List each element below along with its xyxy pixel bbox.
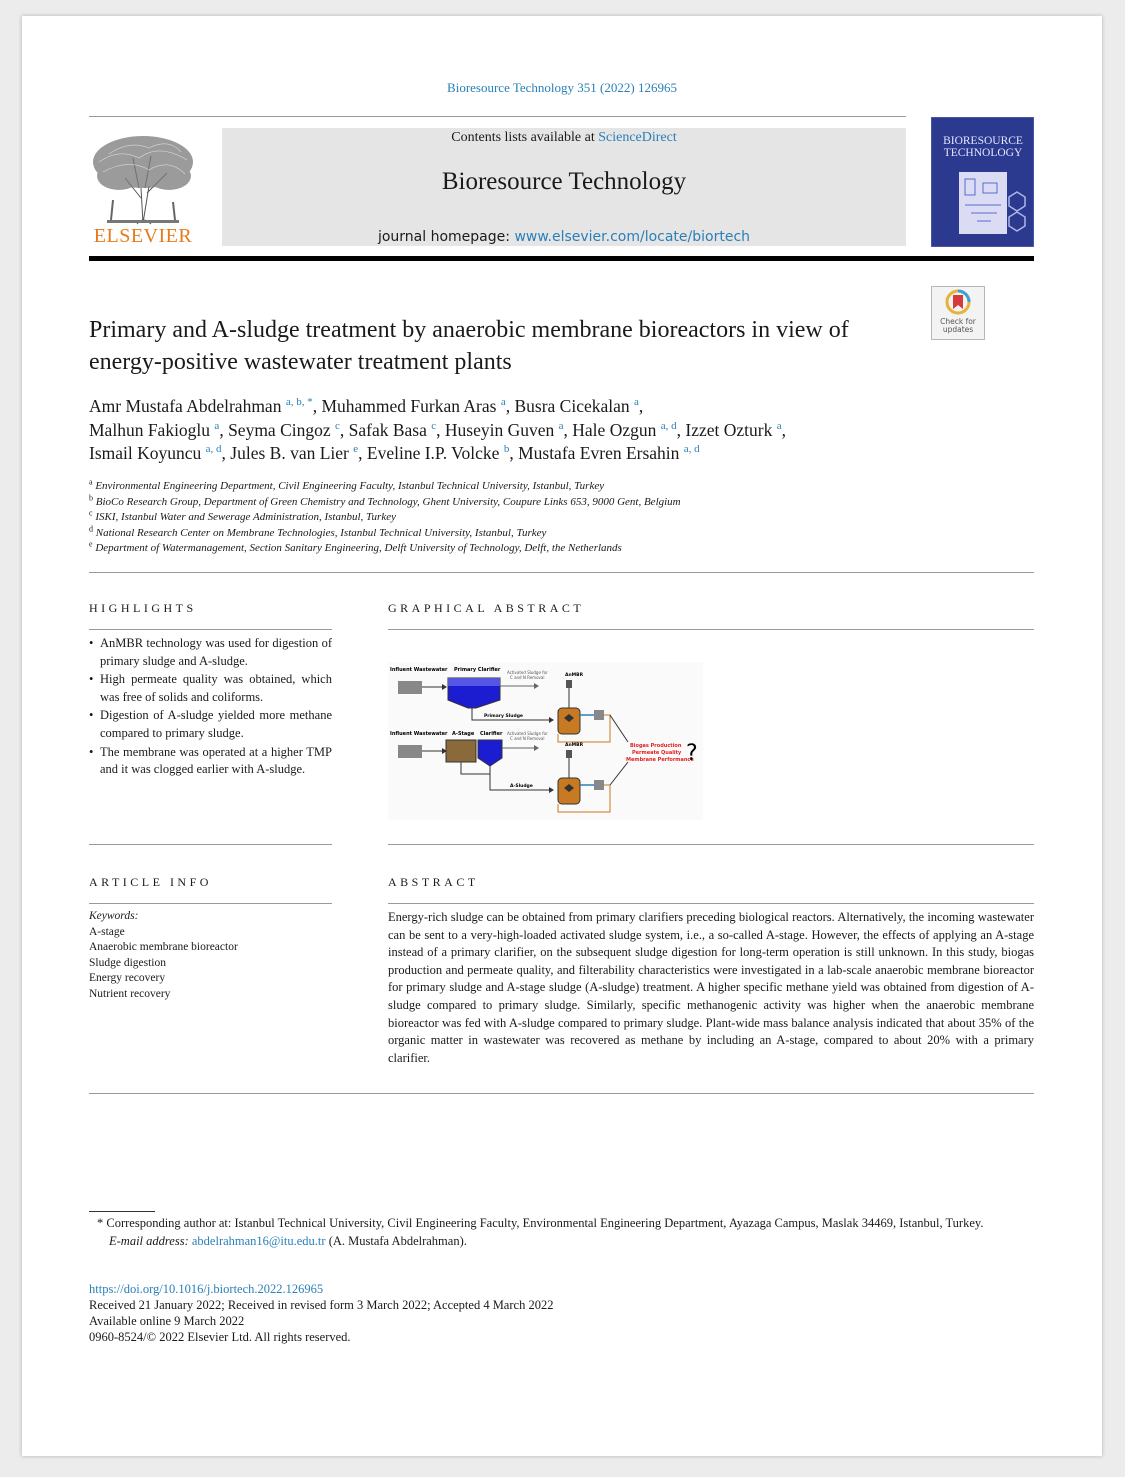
author[interactable]: Huseyin Guven $^a$ (444, 419, 564, 440)
ga-label-clarifier: Clarifier (480, 731, 503, 737)
author[interactable]: Busra Cicekalan $^a$ (514, 396, 639, 416)
publication-info (89, 1281, 1034, 1345)
highlights-list (89, 635, 332, 780)
author[interactable]: Mustafa Evren Ersahin $^{a, d}$ (518, 443, 700, 463)
highlights-rule (89, 629, 332, 630)
keywords-label: Keywords: (89, 910, 139, 922)
abstract-heading: ABSTRACT (388, 875, 479, 889)
affiliation: $^b$ BioCo Research Group, Department of Green Chemistry and Technology, Ghent University, Coupure Links 653, 9000 Gent, Belgium (89, 492, 681, 508)
ga-label-a-stage: A-Stage (452, 731, 475, 737)
article-title: Primary and A-sludge treatment by anaerobic membrane bioreactors in view of energy-positive wastewater treatment plants (89, 317, 849, 375)
affiliation: $^e$ Department of Watermanagement, Section Sanitary Engineering, Delft University of Technology, Delft, the Netherlands (89, 539, 622, 554)
graphical-abstract-rule (388, 629, 1034, 630)
keyword[interactable]: Nutrient recovery (89, 987, 171, 1000)
ga-label-primary-clarifier: Primary Clarifier (454, 667, 501, 673)
article-page (22, 16, 1102, 1456)
affiliation: $^a$ Environmental Engineering Department, Civil Engineering Faculty, Istanbul Technical University, Istanbul, Turkey (89, 477, 605, 492)
author[interactable]: Seyma Cingoz $^c$ (228, 419, 340, 440)
copyright: 0960-8524/© 2022 Elsevier Ltd. All rights reserved. (89, 1330, 351, 1344)
graphical-abstract-diagram (388, 662, 703, 820)
highlights-end-rule (89, 844, 332, 845)
cover-title: BIORESOURCE TECHNOLOGY (943, 135, 1023, 159)
check-for-updates-button[interactable] (931, 286, 985, 340)
ga-label-activated-2b: C and N Removal (510, 736, 545, 741)
ga-label-influent-2: Influent Wastewater (390, 731, 448, 737)
ga-label-influent-1: Influent Wastewater (390, 667, 448, 673)
ga-label-output-3: Membrane Performance (626, 757, 694, 763)
highlight-item: • High permeate quality was obtained, which was free of solids and coliforms. (89, 671, 332, 706)
journal-name: Bioresource Technology (441, 168, 687, 195)
check-updates-label: Check for updates (940, 317, 976, 334)
email-label: E-mail address: (109, 1233, 189, 1248)
highlights-heading: HIGHLIGHTS (89, 601, 197, 615)
keyword[interactable]: Sludge digestion (89, 956, 166, 969)
graphical-abstract-end-rule (388, 844, 1034, 845)
ga-label-activated-2: Activated Sludge for (507, 731, 548, 736)
keyword[interactable]: Energy recovery (89, 972, 166, 985)
abstract-end-rule (89, 1093, 1034, 1094)
graphical-abstract-figure[interactable] (388, 662, 703, 820)
corresponding-author-note: * Corresponding author at: Istanbul Technical University, Civil Engineering Faculty, Environmental Engineering Department, Ayazaga Campus, Maslak 34469, Istanbul, Turkey. E-mail address: abdelrahman16@itu.edu.tr (A. Mustafa Abdelrahman). (89, 1215, 1034, 1250)
footnote-rule (89, 1211, 155, 1212)
highlight-item: • AnMBR technology was used for digestion of primary sludge and A-sludge. (89, 635, 332, 670)
author[interactable]: Muhammed Furkan Aras $^a$ (321, 396, 506, 416)
doi-link[interactable]: https://doi.org/10.1016/j.biortech.2022.126965 (89, 1282, 324, 1296)
author[interactable]: Eveline I.P. Volcke $^b$ (366, 443, 510, 463)
author[interactable]: Hale Ozgun $^{a, d}$ (572, 419, 677, 440)
ga-label-anmbr-1: AnMBR (565, 673, 584, 678)
header-rule (89, 116, 906, 117)
elsevier-wordmark: ELSEVIER (93, 225, 193, 247)
ga-label-a-sludge: A-Sludge (510, 784, 533, 789)
available-online: Available online 9 March 2022 (89, 1314, 245, 1328)
section-rule (89, 572, 1034, 573)
ga-question-mark: ? (686, 741, 698, 766)
highlight-item: • The membrane was operated at a higher TMP and it was clogged earlier with A-sludge. (89, 744, 332, 779)
journal-cover[interactable] (931, 117, 1034, 247)
author[interactable]: Izzet Ozturk $^a$ (685, 419, 782, 440)
article-info-heading: ARTICLE INFO (89, 875, 212, 889)
homepage-link[interactable]: www.elsevier.com/locate/biortech (514, 229, 751, 245)
contents-line: Contents lists available at ScienceDirect (451, 130, 677, 145)
affiliation: $^d$ National Research Center on Membrane Technologies, Istanbul Technical University, Istanbul, Turkey (89, 523, 547, 539)
sciencedirect-link[interactable]: ScienceDirect (598, 130, 677, 145)
highlight-item: • Digestion of A-sludge yielded more methane compared to primary sludge. (89, 707, 332, 742)
affiliation: $^c$ ISKI, Istanbul Water and Sewerage Administration, Istanbul, Turkey (89, 508, 396, 523)
author[interactable]: Malhun Fakioglu $^a$ (89, 419, 220, 440)
ga-label-primary-sludge: Primary Sludge (484, 714, 523, 719)
keyword[interactable]: Anaerobic membrane bioreactor (89, 941, 238, 954)
author[interactable]: Jules B. van Lier $^e$ (230, 443, 359, 463)
ga-label-activated-1: Activated Sludge for (507, 670, 548, 675)
affiliations (89, 479, 1039, 557)
check-updates-icon (932, 287, 984, 321)
keyword[interactable]: A-stage (89, 925, 125, 938)
elsevier-logo[interactable] (89, 128, 197, 248)
article-info-rule (89, 903, 332, 904)
author-list: Amr Mustafa Abdelrahman $^{a, b, *}$, Muhammed Furkan Aras $^a$, Busra Cicekalan $^a$, Malhun Fakioglu $^a$, Seyma Cingoz $^c$, Safak Basa $^c$, Huseyin Guven $^a$, Hale Ozgun $^{a, d}$, Izzet Ozturk $^a$, Ismail Koyuncu $^{a, d}$, Jules B. van Lier $^e$, Eveline I.P. Volcke $^b$, Mustafa Evren Ersahin $^{a, d}$ (89, 396, 786, 463)
ga-label-output-2: Permeate Quality (632, 750, 682, 756)
header-thick-rule (89, 256, 1034, 261)
author[interactable]: Safak Basa $^c$ (348, 419, 437, 440)
ga-label-output-1: Biogas Production (630, 743, 682, 749)
citation-line[interactable]: Bioresource Technology 351 (2022) 126965 (447, 80, 677, 95)
homepage-line: journal homepage: www.elsevier.com/locate/biortech (377, 229, 751, 245)
ga-label-anmbr-2: AnMBR (565, 743, 584, 748)
author[interactable]: Amr Mustafa Abdelrahman $^{a, b, *}$ (89, 396, 313, 416)
received-dates: Received 21 January 2022; Received in revised form 3 March 2022; Accepted 4 March 2022 (89, 1298, 554, 1312)
keywords-block (89, 909, 329, 1003)
journal-banner (222, 128, 906, 246)
author[interactable]: Ismail Koyuncu $^{a, d}$ (89, 443, 222, 463)
graphical-abstract-heading: GRAPHICAL ABSTRACT (388, 601, 585, 615)
abstract-text: Energy-rich sludge can be obtained from primary clarifiers preceding biological reactors. Alternatively, the incoming wastewater can be sent to a very-high-loaded activated sludge system, i.e., a so-called A-stage. However, the effects of applying an A-stage instead of a primary clarifier, on the subsequent sludge digestion for long-term operation is still unknown. In this study, biogas production and permeate quality, and filterability characteristics were investigated in a lab-scale anaerobic membrane bioreactor for primary sludge and A-stage sludge (A-sludge) treatment. A higher specific methane yield was obtained from digestion of A-sludge compared to primary sludge. Similarly, specific methanogenic activity was higher when the anaerobic membrane bioreactor was fed with A-sludge compared to primary sludge. Plant-wide mass balance analysis indicated that about 35% of the organic matter in wastewater was recovered as methane by including an A-stage, compared to about 20% with a primary clarifier. (388, 910, 1034, 1065)
ga-label-activated-1b: C and N Removal (510, 675, 545, 680)
abstract-rule (388, 903, 1034, 904)
email-link[interactable]: abdelrahman16@itu.edu.tr (191, 1233, 326, 1248)
